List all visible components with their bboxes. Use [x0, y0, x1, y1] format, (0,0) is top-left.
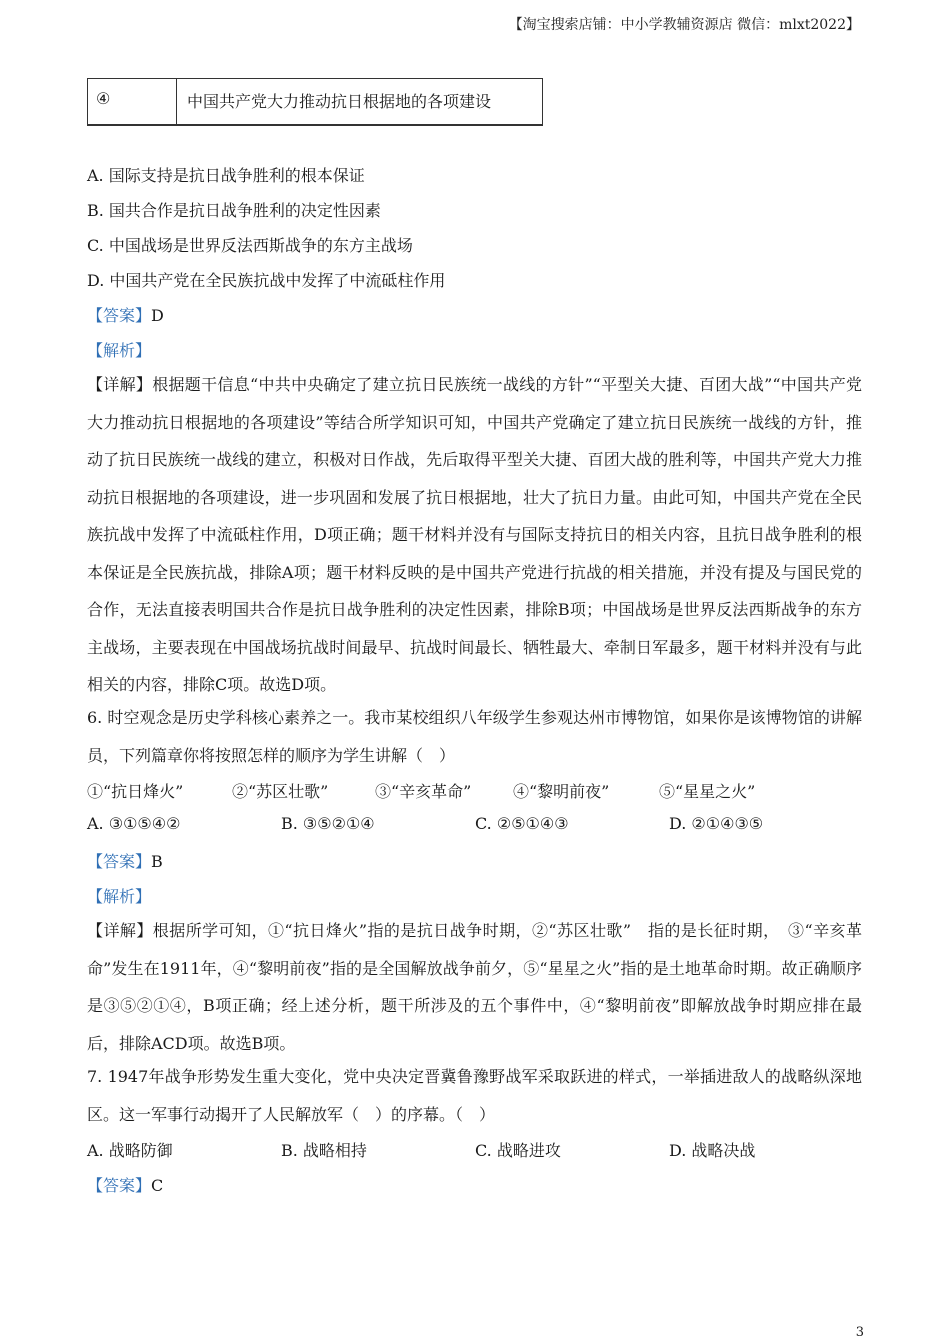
q5-answer	[87, 303, 164, 326]
q6-options	[87, 814, 862, 838]
answer-value: B	[151, 852, 163, 871]
q7-option-d: D. 战略决战	[669, 1141, 756, 1160]
q6-analysis-label: 【解析】	[87, 887, 152, 906]
q7-answer	[87, 1173, 163, 1196]
page-header: 【淘宝搜索店铺：中小学教辅资源店 微信：mlxt2022】	[508, 17, 860, 33]
answer-value: C	[151, 1176, 164, 1195]
material-table	[87, 78, 543, 126]
q6-item: ③“辛亥革命”	[375, 782, 472, 801]
q6-option-b: B. ③⑤②①④	[281, 814, 375, 833]
q7-option-a: A. 战略防御	[87, 1141, 173, 1160]
answer-label: 【答案】	[87, 852, 152, 871]
table-cell-number: ④	[88, 79, 177, 124]
q6-item: ②“苏区壮歌”	[232, 782, 329, 801]
q6-item: ④“黎明前夜”	[513, 782, 610, 801]
q5-option-a: A. 国际支持是抗日战争胜利的根本保证	[87, 166, 365, 185]
page-number: 3	[855, 1325, 864, 1340]
q6-answer	[87, 849, 163, 872]
q5-detail: 【详解】根据题干信息“中共中央确定了建立抗日民族统一战线的方针”“平型关大捷、百团大战”“中国共产党大力推动抗日根据地的各项建设”等结合所学知识可知，中国共产党确定了建立抗日民族统一战线的方针，推动了抗日民族统一战线的建立，积极对日作战，先后取得平型关大捷、百团大战的胜利等，中国共产党大力推动抗日根据地的各项建设，进一步巩固和发展了抗日根据地，壮大了抗日力量。由此可知，中国共产党在全民族抗战中发挥了中流砥柱作用，D项正确；题干材料并没有与国际支持抗日的相关内容，且抗日战争胜利的根本保证是全民族抗战，排除A项；题干材料反映的是中国共产党进行抗战的相关措施，并没有提及与国民党的合作，无法直接表明国共合作是抗日战争胜利的决定性因素，排除B项；中国战场是世界反法西斯战争的东方主战场，主要表现在中国战场抗战时间最早、抗战时间最长、牺牲最大、牵制日军最多，题干材料并没有与此相关的内容，排除C项。故选D项。	[87, 375, 862, 694]
q7-option-b: B. 战略相持	[281, 1141, 367, 1160]
q6-option-c: C. ②⑤①④③	[475, 814, 569, 833]
q5-option-b: B. 国共合作是抗日战争胜利的决定性因素	[87, 201, 381, 220]
q5-option-d: D. 中国共产党在全民族抗战中发挥了中流砥柱作用	[87, 271, 446, 290]
q6-items	[87, 779, 862, 803]
q5-analysis-label: 【解析】	[87, 341, 152, 360]
q7-stem: 7. 1947年战争形势发生重大变化，党中央决定晋冀鲁豫野战军采取跃进的样式，一举插进敌人的战略纵深地区。这一军事行动揭开了人民解放军（ ）的序幕。（ ）	[87, 1067, 862, 1124]
q5-option-c: C. 中国战场是世界反法西斯战争的东方主战场	[87, 236, 413, 255]
q6-stem: 6. 时空观念是历史学科核心素养之一。我市某校组织八年级学生参观达州市博物馆，如果你是该博物馆的讲解员，下列篇章你将按照怎样的顺序为学生讲解（ ）	[87, 708, 862, 765]
answer-label: 【答案】	[87, 1176, 152, 1195]
q6-option-a: A. ③①⑤④②	[87, 814, 181, 833]
table-cell-text: 中国共产党大力推动抗日根据地的各项建设	[187, 92, 492, 111]
q6-item: ⑤“星星之火”	[659, 782, 756, 801]
q6-option-d: D. ②①④③⑤	[669, 814, 764, 833]
q7-option-c: C. 战略进攻	[475, 1141, 561, 1160]
q6-detail: 【详解】根据所学可知，①“抗日烽火”指的是抗日战争时期，②“苏区壮歌” 指的是长征时期， ③“辛亥革命”发生在1911年，④“黎明前夜”指的是全国解放战争前夕，⑤“星星之火”指的是土地革命时期。故正确顺序是③⑤②①④，B项正确；经上述分析，题干所涉及的五个事件中，④“黎明前夜”即解放战争时期应排在最后，排除ACD项。故选B项。	[87, 921, 862, 1053]
answer-label: 【答案】	[87, 306, 152, 325]
q7-options	[87, 1138, 862, 1162]
answer-value: D	[151, 306, 164, 325]
q6-item: ①“抗日烽火”	[87, 782, 184, 801]
